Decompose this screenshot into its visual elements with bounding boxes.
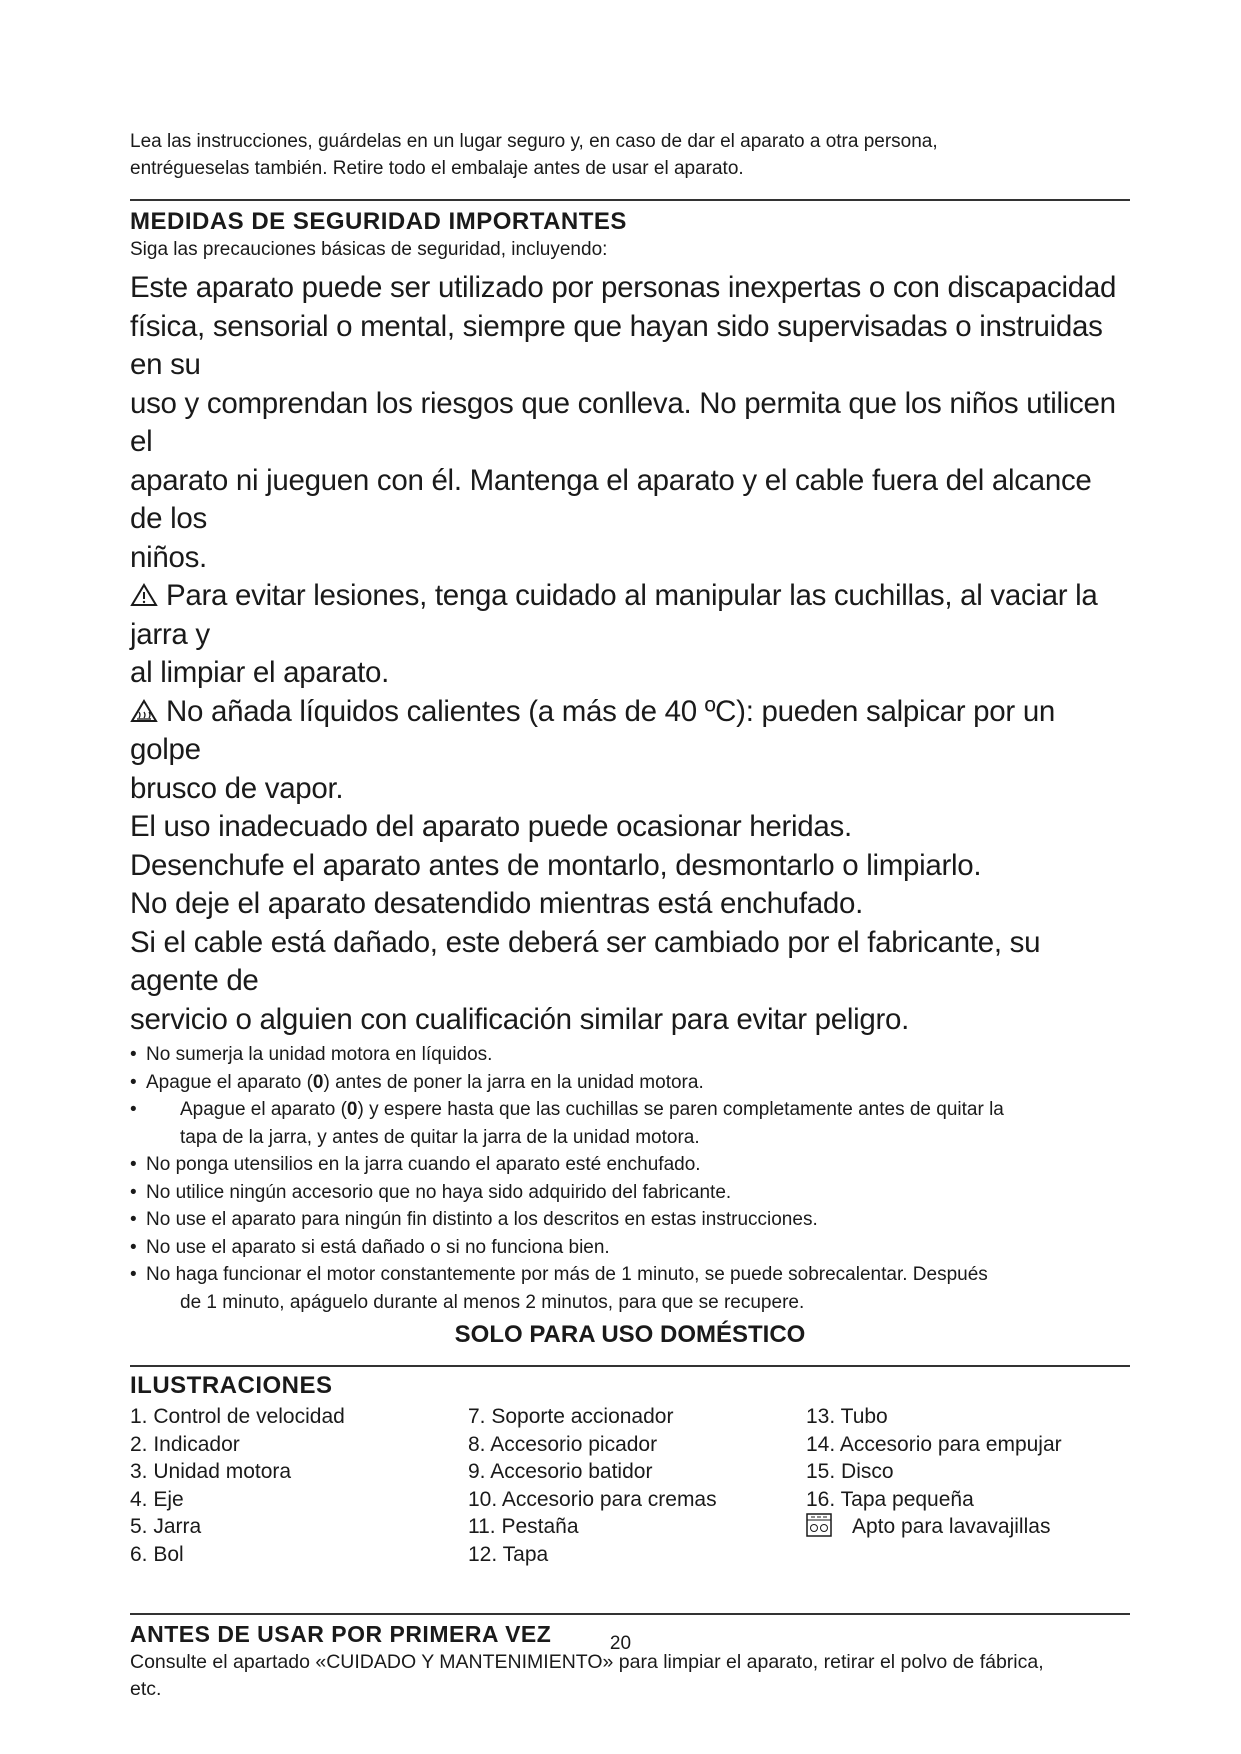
- list-item: 13. Tubo: [806, 1405, 888, 1428]
- list-item: 1. Control de velocidad: [130, 1405, 345, 1428]
- safety-subtitle: Siga las precauciones básicas de seguridad, incluyendo:: [130, 239, 608, 260]
- warning-paragraph-3: No añada líquidos calientes (a más de 40 ºC): pueden salpicar por un golpe brusco de vapor.: [130, 694, 1056, 805]
- divider: [130, 1365, 1130, 1367]
- first-use-title: ANTES DE USAR POR PRIMERA VEZ: [130, 1621, 552, 1647]
- warning-paragraph-4: El uso inadecuado del aparato puede ocasionar heridas.: [130, 810, 852, 843]
- warning-paragraph-1: Este aparato puede ser utilizado por personas inexpertas o con discapacidad física, sensorial o mental, siempre que hayan sido supervisadas o instruidas en su uso y comprendan los riesgos que conlleva. No permita que los niños utilicen el aparato ni jueguen con él. Mantenga el aparato y el cable fuera del alcance de los niños.: [130, 271, 1117, 574]
- parts-column-2: [468, 1403, 806, 1568]
- list-item: • Apague el aparato (0) antes de poner la jarra en la unidad motora.: [130, 1071, 704, 1093]
- list-item: • No sumerja la unidad motora en líquidos.: [130, 1044, 493, 1065]
- first-use-line-1: Consulte el apartado «CUIDADO Y MANTENIMIENTO» para limpiar el aparato, retirar el polvo de fábrica,: [130, 1651, 1044, 1673]
- safety-main-text: [130, 269, 1130, 1039]
- dishwasher-icon: [806, 1513, 832, 1537]
- safety-section: [130, 207, 1130, 1350]
- warning-paragraph-5: Desenchufe el aparato antes de montarlo, desmontarlo o limpiarlo.: [130, 848, 982, 882]
- parts-column-3: [806, 1403, 1130, 1568]
- illustrations-title: ILUSTRACIONES: [130, 1372, 333, 1399]
- first-use-line-2: etc.: [130, 1678, 162, 1700]
- list-item: 4. Eje: [130, 1487, 184, 1511]
- warning-paragraph-6: No deje el aparato desatendido mientras está enchufado.: [130, 887, 863, 920]
- warning-triangle-icon: [130, 583, 158, 607]
- list-item: • No haga funcionar el motor constantemente por más de 1 minuto, se puede sobrecalentar. Después de 1 minuto, apáguelo durante al menos 2 minutos, para que se recupere.: [130, 1264, 988, 1313]
- list-item: 9. Accesorio batidor: [468, 1460, 653, 1483]
- safety-bullet-list: [130, 1041, 1130, 1316]
- list-item: 11. Pestaña: [468, 1515, 579, 1538]
- list-item: 5. Jarra: [130, 1515, 202, 1538]
- intro: [130, 128, 1130, 182]
- warning-paragraph-2: Para evitar lesiones, tenga cuidado al manipular las cuchillas, al vaciar la jarra y al limpiar el aparato.: [130, 579, 1098, 689]
- list-item: • Apague el aparato (0) y espere hasta que las cuchillas se paren completamente antes de quitar la tapa de la jarra, y antes de quitar la jarra de la unidad motora.: [130, 1099, 1004, 1148]
- list-item: 12. Tapa: [468, 1542, 549, 1566]
- page-number: 20: [609, 1633, 632, 1654]
- safety-title: MEDIDAS DE SEGURIDAD IMPORTANTES: [130, 208, 627, 235]
- list-item: 2. Indicador: [130, 1432, 240, 1456]
- list-item: 15. Disco: [806, 1460, 894, 1483]
- first-use-section: [130, 1619, 1130, 1703]
- divider: [130, 199, 1130, 201]
- parts-column-1: [130, 1403, 468, 1568]
- hot-surface-warning-icon: [130, 699, 158, 723]
- divider: [130, 1613, 1130, 1615]
- list-item: 16. Tapa pequeña: [806, 1487, 974, 1511]
- list-item: 14. Accesorio para empujar: [806, 1432, 1062, 1456]
- list-item: 8. Accesorio picador: [468, 1432, 658, 1456]
- list-item: 3. Unidad motora: [130, 1460, 292, 1483]
- dishwasher-safe-item: Apto para lavavajillas: [806, 1513, 1130, 1541]
- intro-line-1: Lea las instrucciones, guárdelas en un lugar seguro y, en caso de dar el aparato a otra persona,: [130, 131, 938, 152]
- parts-list: [130, 1403, 1130, 1568]
- list-item: 6. Bol: [130, 1542, 184, 1566]
- list-item: • No utilice ningún accesorio que no haya sido adquirido del fabricante.: [130, 1181, 732, 1203]
- list-item: • No use el aparato si está dañado o si no funciona bien.: [130, 1236, 610, 1258]
- manual-page: [130, 128, 1130, 1703]
- illustrations-section: [130, 1371, 1130, 1568]
- intro-line-2: entrégueselas también. Retire todo el embalaje antes de usar el aparato.: [130, 158, 744, 179]
- domestic-use-notice: SOLO PARA USO DOMÉSTICO: [454, 1321, 806, 1348]
- list-item: • No ponga utensilios en la jarra cuando el aparato esté enchufado.: [130, 1154, 701, 1175]
- list-item: • No use el aparato para ningún fin distinto a los descritos en estas instrucciones.: [130, 1209, 818, 1230]
- warning-paragraph-7: Si el cable está dañado, este deberá ser cambiado por el fabricante, su agente de servicio o alguien con cualificación similar para evitar peligro.: [130, 925, 1041, 1036]
- list-item: 10. Accesorio para cremas: [468, 1487, 717, 1511]
- list-item: 7. Soporte accionador: [468, 1405, 674, 1428]
